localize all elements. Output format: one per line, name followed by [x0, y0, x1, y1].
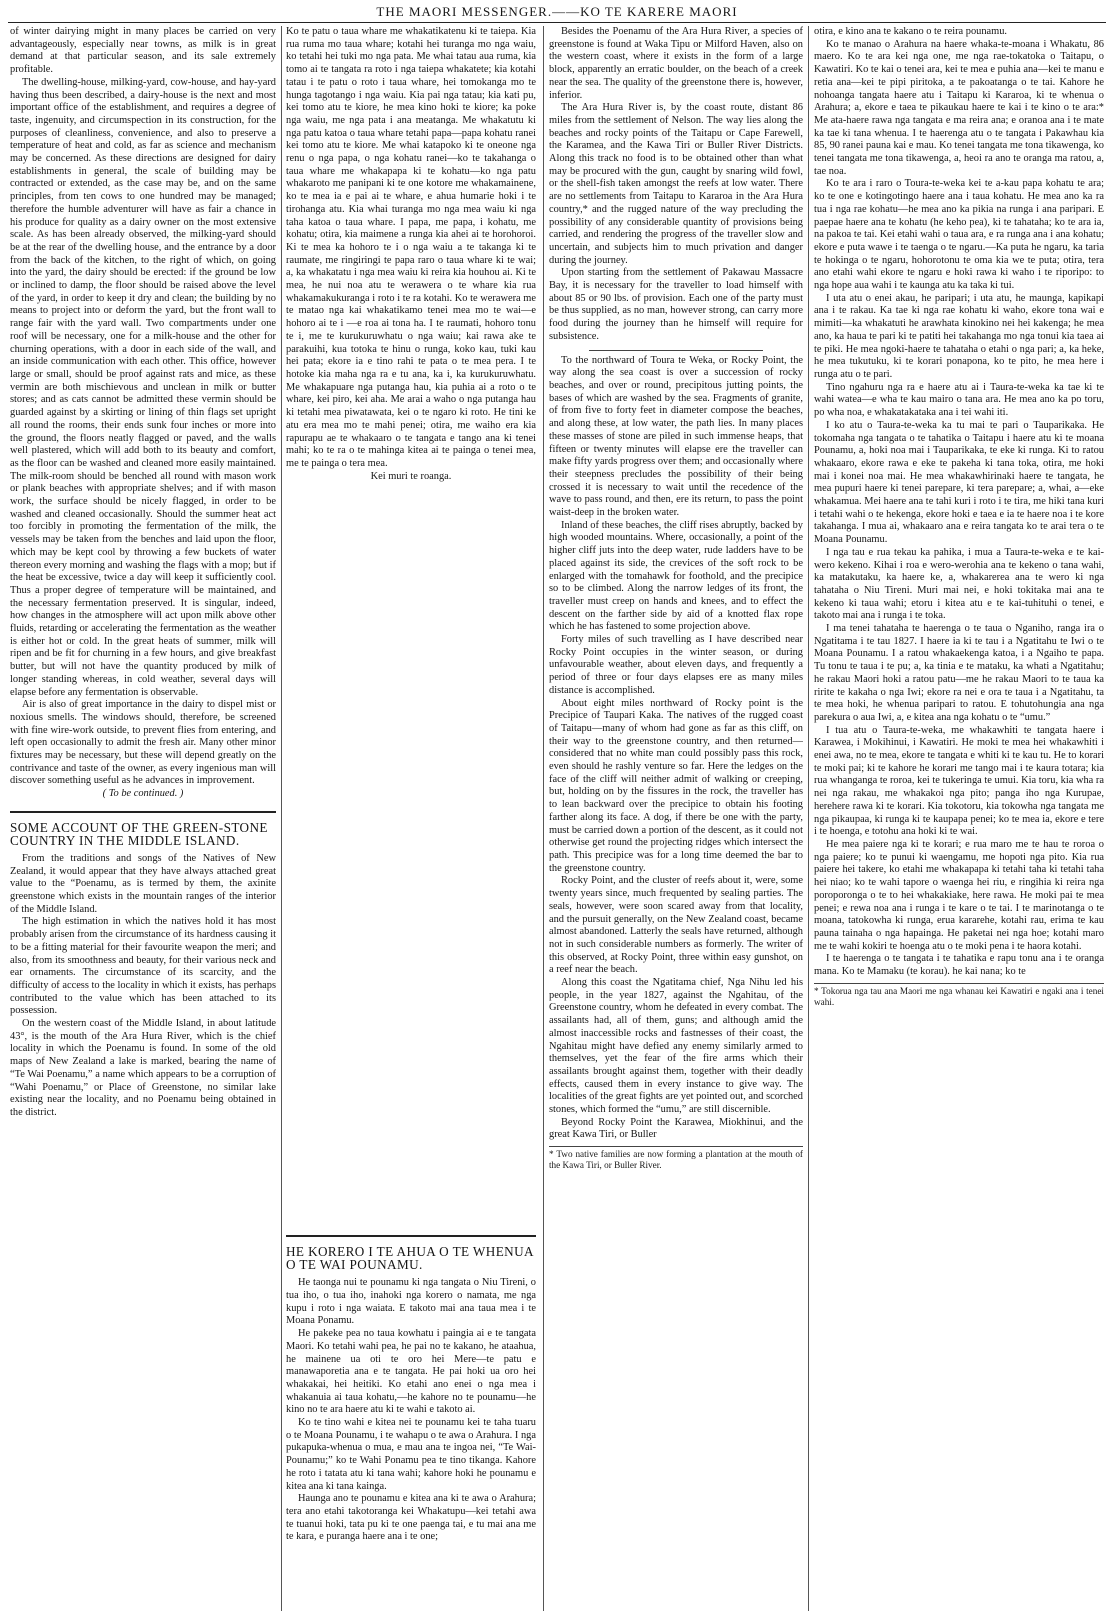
paragraph: The Ara Hura River is, by the coast route, distant 86 miles from the settlement of Nelson. The way lies along the beaches and rocky points of the Taitapu or Cape Farewell, the Karamea, and the Kawa Tiri or Buller River Districts. Along this track no food is to be obtained other than what may be procured with the gun, caught by snaring wild fowl, or the shell-fish taken amongst the reefs at low water. There are no settlements from Taitapu to Kararoa in the Ara Hura country,* and the rugged nature of the way precluding the possibility of any considerable quantity of provisions being carried, and rendering the progress of the traveller slow and uncertain, and subjects him to much privation and danger during the journey.	[549, 102, 803, 266]
paragraph: Ko te tino wahi e kitea nei te pounamu kei te taha tuaru o te Moana Pounamu, i te wahapu o te awa o Arahura. I nga pukapuka-whenua o mua, e mau ana te ingoa nei, “Te Wai-Pounamu;” ko te Wahi Ponamu pea te tino tikanga. Kahore he roto i tatata atu ki tana wahi; kahore hoki he pounamu e kitea ana ki tana kainga.	[286, 1417, 536, 1492]
paragraph: He mea paiere nga ki te korari; e rua maro me te hau te roroa o nga paiere; ko te punui ki waengamu, me hopoti nga pito. Kia rua paiere hei takere, ko etahi me whakapapa ki tetahi taha ki tetahi taha hei niao; ko te wahi tapore o waenga hei riu, e ringihia ki reira nga poroporonga o te to hei whakakiake, here rawa. He moki pai te mea penei; e rewa noa ana i runga i te kare o te tai. I te marinotanga o te moana, tatokowha ki runga, erua kararehe, kotahi rau, erima te kau pauna tainaha o nga hapainga. He paketai nei nga hoe; kotahi maro me te wahi kokiri te hoenga atu o te moki pena i te haora kotahi.	[814, 839, 1104, 952]
paragraph: Ko te ara i raro o Toura-te-weka kei te a-kau papa kohatu te ara; ko te one e kotingotingo haere ana i taua kohatu. He mea ano ka ra tua i nga rae kohatu—he mea ano ka pikia na runga i ana paripari. E paepae haere ana te kohatu (he keho pea), ki te tahataha; ko te ara ia, na pakoa te tai. Kei etahi wahi o taua ara, e ra runga ana i ana kohatu; ekore e puta wawe i te taenga o te ngaru.—Ka puta he ngaru, ka taria te hokinga o te ngaru, hohorotonu te oma kia we te puta; otira, tera ano etahi wahi ekore te ngaru e hoki rawa ki waho i te riporipo: to nga hope aua wahi i te kaunga atu ka taka ki tui.	[814, 178, 1104, 292]
paragraph: He taonga nui te pounamu ki nga tangata o Niu Tireni, o tua iho, o tua iho, inahoki nga korero o namata, me nga kupu i roto i nga waiata. E takoto mai ana taua mea i te Moana Ponamu.	[286, 1277, 536, 1327]
paragraph: Forty miles of such travelling as I have described near Rocky Point occupies in the winter season, or during unfavourable weather, about eleven days, and frequently a period of three or four days elapses ere as many miles distance is accomplished.	[549, 634, 803, 696]
paragraph: Upon starting from the settlement of Pakawau Massacre Bay, it is necessary for the traveller to load himself with about 85 or 90 lbs. of provision. Each one of the party must be thus supplied, as no man, however strong, can carry more food during the journey than he himself will require for subsistence.	[549, 267, 803, 342]
paragraph: To the northward of Toura te Weka, or Rocky Point, the way along the sea coast is over a succession of rocky beaches, and over or round, precipitous jutting points, the bases of which are washed by the sea. Fragments of granite, of from five to forty feet in diameter compose the beaches, and along these, at low water, the path lies. In many places these masses of stone are piled in such immense heaps, that fifteen or twenty minutes will elapse ere the traveller can make fifty yards progress over them; and occasionally where their steepness precludes the possibility of their being crossed it is necessary to wait until the recedence of the wave to pass round, and then, ere its return, to pass the point waist-deep in the broken water.	[549, 354, 803, 519]
paragraph: I ko atu o Taura-te-weka ka tu mai te pari o Tauparikaka. He tokomaha nga tangata o te tahatika o Taitapu i haere atu ki te moana Pounamu, a, hoki noa mai i Tauparikaka, te eke ki runga. Ki to ratou whakaaro, ekore rawa e eke te pakeha ki tana toka, otira, me hoki mai i konei noa mai. He mea whakawhirinaki haere te tangata, he mea pupuri haere ki tenei parepare, ki tera parepare; a, whai, a—eke whakamua. Mei haere ana te tahi kuri i roto i te tira, me hiki tana kuri i tetahi wahi o te hekenga, ekore hoki e taea e ia te haere noa i te kore takahanga. I mua ai, whakaaro ana e reira tangata ko te arai tera o te Moana Pounamu.	[814, 419, 1104, 546]
paragraph: The dwelling-house, milking-yard, cow-house, and hay-yard having thus been described, a dairy-house is the next and most important office of the establishment, and requires a degree of taste, ingenuity, and circumspection in its construction, for the purposes of cleanliness, convenience, and also to preserve a temperature of heat and cold, as far as science and mechanism may be concerned. As these directions are designed for dairy establishments in general, the scale of building may be contracted or extended, as the case may be, and on the same principles, from ten cows to one hundred may be managed; therefore the humble adventurer will have as fair a chance in his produce for quality as a dairy owner on the most extensive scale. As has been already observed, the milking-yard should be at the rear of the dwelling house, and the entrance by a door from the back of the kitchen, to the right of which, on going into the yard, the dairy should be erected: if the ground be low or inclined to damp, the floor should be raised above the level of the yard, in order to keep it dry and clean; the building by no means to project into or deform the yard, but the front wall to range fair with the yard wall. Two compartments under one roof will be necessary, one for a milk-house and the other for churning operations, with a door in each side of the wall, and an inside communication with each other. This office, however large or small, should be proof against rats and mice, as these vermin are both mischievous and unclean in milk or butter stores; and as cats cannot be admitted these vermin should be guarded against by a skirting or lining of thin flags set upright all round the rooms, their ends sunk four inches or more into the ground, the floors neatly flagged or paved, and the walls well plastered, which will add both to its beauty and comfort, as the floor can be washed and cleaned more easily maintained. The milk-room should be benched all round with mason work or plank beaches with appropriate shelves; and if with mason work, the surface should be nicely flagged, in order to be washed and cleaned occasionally. Should the summer heat act too forcibly in promoting the fermentation of the milk, the vessels may be taken from the benches and laid upon the floor, which may be kept cool by throwing a few buckets of water thereon every morning and washing the flags with a mop; but if the heat be excessive, twice a day will keep it sufficiently cool. Thus a proper degree of temperature will be maintained, and the necessary fermentation preserved. It is singular, indeed, how changes in the atmosphere will act upon milk above other fluids, retarding or accelerating the fermentation as the weather is either hot or cold. In the great heats of summer, milk will ripen and be fit for churning in a few hours, and give breakfast butter, but will not have the quantity produced by milk of longer standing whereas, in cold weather, several days will elapse before any fermentation is observable.	[10, 76, 276, 698]
paragraph: Ko te patu o taua whare me whakatikatenu ki te taiepa. Kia rua ruma mo taua whare; kotahi hei turanga mo nga waiu, ko tetahi hei tuki mo nga pata. Me whai tatau aua ruma, kia tomo ai te tangata ra roto i nga taiepa whakatete; kia kotahi tatau i te patu o roto i taua whare, hei tomokanga mo te hunga tagotango i nga waiu. Kia pai nga tatau; kia kati pu, kei tomo atu te kiore, he mea kino hoki te kiore; ka poke nga waiu, me nga pata i ana meatanga. Me whakatutu ki nga patu katoa o taua whare tetahi papa—papa kohatu ranei kei tomo atu te kiore. Me whai katapoko ki te oneone nga renu o nga papa, o nga kohatu ranei—ko te takahanga o taua whare me whakapapa ki te kohatu—ko nga patu whakaroto me panipani ki te one kotore me whakamainene, ko te mea ia e pai ai te whare, e ahua humarie hoki i te tirohanga atu. Kia whai turanga mo nga mea waiu ki nga taha katoa o taua whare. I papa, me papa, i kohatu, me kohatu; otira, kia maimene a runga kia ahei ai te horohoroi. Ki te mea ka hohoro te i o nga waiu a te takanga ki te raumate, me ringiringi te papa raro o taua whare ki te wai; a, ka whakatatu i nga mea waiu ki reira kia houhou ai. Ki te mea, he nui noa atu te werawera o te whare kia rua whakamakukuranga i roto i te ra kotahi. Ko te werawera me te matao nga kai whakatikamo tenei mea mo te wai—e hohoro ai te i —e roa ai tona ha. I te raumati, hohoro tonu te i, me te kurukuruwhatu o nga waiu; kai rawa ake te parakuihi, kua totoka te hinu o runga, koko kau, tuki kau hei pata; ekore ia e tino rahi te pata o te mea pera. I te hotoke kia maha nga ra e tu ana, ka i, ka kurukuruwhatu. Me whakapuare nga putanga hau, kia puhia ai a roto o te whare, kei piro, kei aha. Me arai a waho o nga putanga hau ki tetahi mea piwatawata, kei o te ngaro ki roto. He tini ke atu era mea mo te mahi penei; otira, me waiho era kia rapurapu ae te whakaaro o te tangata e tango ana ki tenei mahi; ko te ra o te mahinga kitea ai te painga o tenei mea, me te painga o tera mea.	[286, 26, 536, 469]
paragraph: of winter dairying might in many places be carried on very advantageously, especially near towns, as milk is in great demand at that particular season, and its sale extremely profitable.	[10, 26, 276, 76]
paragraph: I tua atu o Taura-te-weka, me whakawhiti te tangata haere i Karawea, i Mokihinui, i Kawatiri. He moki te mea hei whakawhiti i enei awa, no te mea, ekore te tangata e whiti ki te kau tu. He to korari te moki pai; ki te kahore he korari me tango mai i te kaura totara; kia rua whanganga te roroa, kei te tukeringa te umui. Kia toru, kia wha ra nei nga rakau, me whakakoi nga pito; panga iho nga Kurupae, herehere rawa ki te korari. Kia tokotoru, kia tokowha nga tangata me nga pikaupaa, ki runga ki te kaupapa penei; ko te mea ia, ekore e tere i te hoenga, e totohu ana hoki ki te wai.	[814, 724, 1104, 838]
paragraph: The high estimation in which the natives hold it has most probably arisen from the circumstance of its hardness causing it to be a fitting material for their favourite weapon the meri; and also, from its smoothness and beauty, for their various neck and ear ornaments. The circumstance of its scarcity, and the difficulty of access to the locality in which it exists, has perhaps contributed to the value which has been attached to its possession.	[10, 916, 276, 1017]
running-head: THE MAORI MESSENGER.——KO TE KARERE MAORI	[376, 4, 738, 19]
paragraph: He pakeke pea no taua kowhatu i paingia ai e te tangata Maori. Ko tetahi wahi pea, he pai no te kakano, he ataahua, he mainene ua oti te oro hei Mere—te patu e manawaporetia ana e te tangata. He pai hoki ua oro hei whakakai, hei heitiki. Ko etahi ano enei o nga mea i whakanuia ai taua kohatu,—he kahore no te pounamu—he kino no te ara haere atu ki te wahi e takoto ai.	[286, 1328, 536, 1416]
paragraph: Inland of these beaches, the cliff rises abruptly, backed by high wooded mountains. Where, occasionally, a point of the higher cliff juts into the deep water, rude ladders have to be placed against its side, the crevices of the soft rock to be enlarged with the tomahawk for foothold, and the precipice so to be climbed. Along the narrow ledges of its front, the traveller must creep on hands and knees, and to effect the descent on the farther side by aid of a knotted flax rope which he has fastened to some projection above.	[549, 519, 803, 633]
paragraph: Besides the Poenamu of the Ara Hura River, a species of greenstone is found at Waka Tipu or Milford Haven, also on the western coast, where it exists in the form of a large block, apparently an erratic boulder, on the beach of a creek near the sea. The quality of the greenstone there is, however, inferior.	[549, 26, 803, 101]
paragraph: Air is also of great importance in the dairy to dispel mist or noxious smells. The windows should, therefore, be screened with fine wire-work outside, to prevent flies from entering, and left open occasionally to admit the fresh air. Many other minor fixtures may be necessary, but these will depend greatly on the contrivance and taste of the owner, as every ingenious man will discover something useful as he advances in improvement.	[10, 699, 276, 787]
paragraph: Ko te manao o Arahura na haere whaka-te-moana i Whakatu, 86 maero. Ko te ara kei nga one, me nga rae-tokatoka o Taitapu, o Kawatiri. Ko te kai o tenei ara, kei te mea e puhia ana—kei te manu e retia ana—kei te pipi piritoka, a te pakoatanga o te tai. Kahore he nohoanga tangata haere atu i Taitapu ki Kararoa, ki te whenua o Arahura; a, ekore e taea te pikaukau haere te kai i te kino o te ara:* Me ata-haere rawa nga tangata e ma reira ana; e oranoa ana i te mate ka tae ki tana whenua. I te haerenga atu o te tangata i Pakawhau kia 85, 90 ranei pauna kai e mau. Ko tenei tangata me tona tikawenga, ko tenei tangata me tona tikawenga, a, heoi ra ano te oranga ma ratou, a, tae noa.	[814, 38, 1104, 177]
column-3	[549, 26, 803, 1611]
paragraph: Beyond Rocky Point the Karawea, Miokhinui, and the great Kawa Tiri, or Buller	[549, 1116, 803, 1141]
section-rule	[10, 811, 276, 813]
column-1	[10, 26, 276, 1611]
column-divider	[281, 26, 282, 1611]
column-4	[814, 26, 1104, 1611]
continued-note: ( To be continued. )	[102, 788, 184, 800]
paragraph: I nga tau e rua tekau ka pahika, i mua a Taura-te-weka e te kai-wero kekeno. Kihai i roa e wero-werohia ana te kekeno o tana wahi, ka matakutaku, ka haere ke, a, whakarerea ana te wero ki nga tahataha o Niu Tireni. Muri mai nei, e hoki tokitaka mai ana te kekeno ki taua wahi; etoru i kitea atu e te kai-tuhituhi o tenei, e takoto mai ana i runga i te toka.	[814, 546, 1104, 622]
paragraph: About eight miles northward of Rocky point is the Precipice of Taupari Kaka. The natives of the rugged coast of Taitapu—many of whom had gone as far as this cliff, on their way to the greenstone country, and then returned—considered that no white man could possibly pass this rock, even should he rashly venture so far. Here the ledges on the face of the cliff will neither admit of walking or creeping, but, holding on by the fissures in the rock, the traveller has to lean backward over the precipice to obtain his footing farther along its face. A dog, if there be one with the party, must be carried down a portion of the descent, as it could not otherwise get round the projecting ridges which intersect the path. This precipice was for a long time deemed the bar to the greenstone country.	[549, 697, 803, 874]
paragraph: From the traditions and songs of the Natives of New Zealand, it would appear that they have always attached great value to the “Poenamu, as is termed by them, the axinite greenstone which exists in the mountain ranges of the interior of the Middle Island.	[10, 852, 276, 915]
paragraph: Tino ngahuru nga ra e haere atu ai i Taura-te-weka ka tae ki te wahi watea—e wha te kau mairo o tana ara. He mea ano ka po toru, po wha noa, e whakatakataka ana i tei wahi iti.	[814, 381, 1104, 419]
paragraph: I ma tenei tahataha te haerenga o te taua o Nganiho, ranga ira o Ngatitama i te tau 1827. I haere ia ki te tau i a Ngatitahu te Iwi o te Moana Pounamu. I a ratou whakaekenga katoa, i a Ngaiho te papa. Tu tonu te taua i te pu; a, ka tinia e te mataku, ka whati a Ngatitahu; he rakau Maori hoki a ratou patu—me he rakau Maori to te taua ka ririte te kakaha o nga Iwi; ekore ra nei e ora te taua i a Ngatitahu, ta te mea hoki, he whenua paripari to ratou. E tohutohungia ana nga parekura o aua Iwi, a, e kitea ana nga kohatu o te “umu.”	[814, 623, 1104, 723]
column-divider	[543, 26, 544, 1611]
paragraph: On the western coast of the Middle Island, in about latitude 43°, is the mouth of the Ara Hura River, which is the chief locality in which the Poenamu is found. In some of the old maps of New Zealand a lake is marked, bearing the name of “Te Wai Poenamu,” a name which appears to be a corruption of “Wahi Poenamu,” or Place of Greenstone, no similar lake existing near the locality, and no Poenamu being obtained in the district.	[10, 1018, 276, 1118]
footnote: * Tokorua nga tau ana Maori me nga whanau kei Kawatiri e ngaki ana i tenei wahi.	[814, 983, 1104, 1008]
continued-note: Kei muri te roanga.	[370, 470, 452, 482]
divider	[589, 350, 763, 351]
paragraph: I te haerenga o te tangata i te tahatika e rapu tonu ana i te oranga mana. Ko te Mamaku (te korau). he kai nana; ko te	[814, 953, 1104, 978]
section-rule	[286, 1235, 536, 1237]
paragraph: Rocky Point, and the cluster of reefs about it, were, some twenty years since, much frequented by sealing parties. The seals, however, were soon scared away from that locality, and the pursuit generally, on the New Zealand coast, became almost abandoned. Latterly the seals have returned, although not in such considerable numbers as formerly. The writer of this observed, at Rocky Point, three within easy gunshot, on a reef near the beach.	[549, 875, 803, 976]
article-headline: HE KORERO I TE AHUA O TE WHENUA O TE WAI POUNAMU.	[286, 1244, 534, 1273]
paragraph: Haunga ano te pounamu e kitea ana ki te awa o Arahura; tera ano etahi takotoranga kei Whakatupu—kei tetahi awa te tuanui hoki, tata pu ki te one paenga tai, e tu mai ana me te kara, e puranga haere ana i te one;	[286, 1493, 536, 1543]
paragraph: otira, e kino ana te kakano o te reira pounamu.	[814, 26, 1008, 37]
article-headline: SOME ACCOUNT OF THE GREEN-STONE COUNTRY IN THE MIDDLE ISLAND.	[10, 819, 268, 848]
paragraph: Along this coast the Ngatitama chief, Nga Nihu led his people, in the year 1827, against the Ngahitau, of the Greenstone country, whom he defeated in every combat. The assailants had, all of them, guns; and although amid the almost inaccessible rocks and fastnesses of their coast, the Ngahitau might have defied any enemy similarly armed to themselves, yet the fear of the fire arms which their assailants brought against them, together with their deadly effects, caused them in every instance to give way. The localities of the great fights are yet pointed out, and scorched stones, which formed the “umu,” are still discernible.	[549, 977, 803, 1116]
footnote: * Two native families are now forming a plantation at the mouth of the Kawa Tiri, or Buller River.	[549, 1146, 803, 1171]
column-2	[286, 26, 536, 1611]
top-rule	[8, 22, 1106, 23]
column-divider	[808, 26, 809, 1611]
paragraph: I uta atu o enei akau, he paripari; i uta atu, he maunga, kapikapi ana i te rakau. Ka tae ki nga rae kohatu ki waho, ekore tona wai e mimiti—ka whakatuti he arawhata kinokino nei hei kakenga; he mea ano, ka haua te pari ki te patiti hei takahanga mo nga tonui kia taea ai te piki. He mea ngoki-haere te tahataha o etahi o nga pari; a, ka heke, he mea tukutuku, ki te korari ponapona, ko te pito, he mea here i runga atu o te pari.	[814, 292, 1104, 380]
